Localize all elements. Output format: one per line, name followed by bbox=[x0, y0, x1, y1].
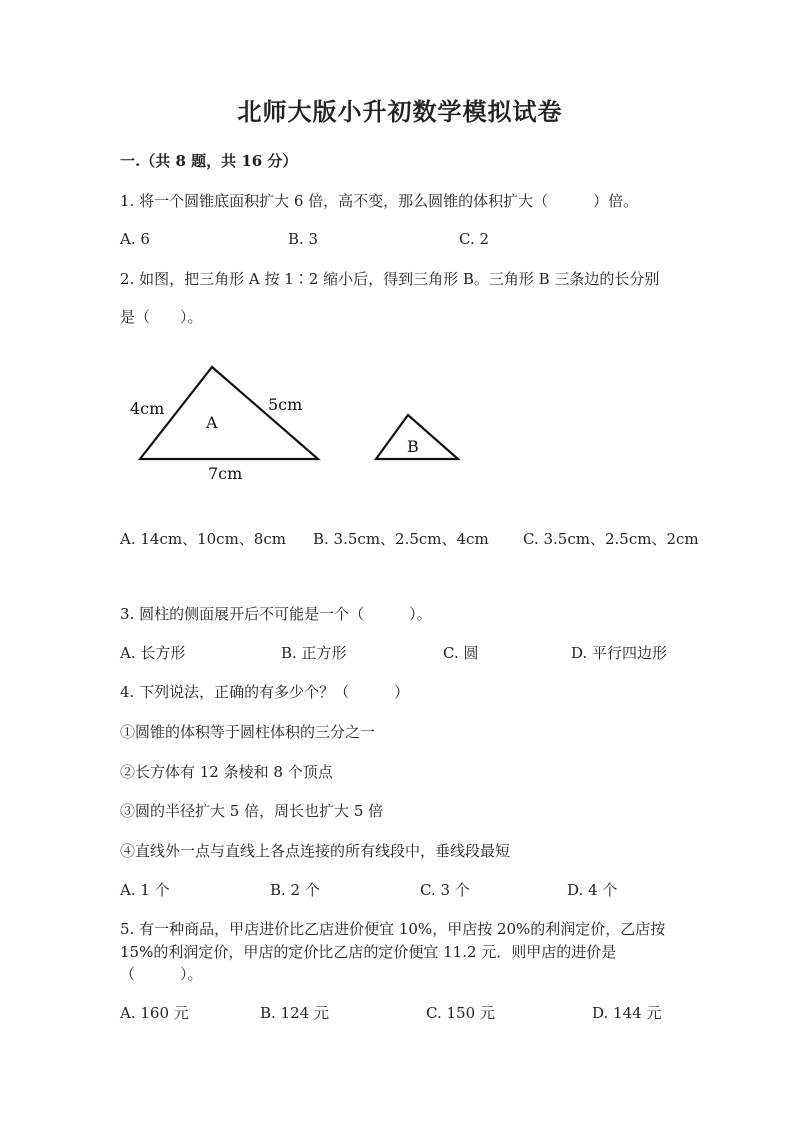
question-4-option-b: B. 2 个 bbox=[270, 881, 320, 899]
question-2-text-line-2: 是（ ）。 bbox=[120, 308, 203, 326]
triangle-a-bottom-side-label: 7cm bbox=[208, 464, 243, 483]
triangle-diagram bbox=[120, 355, 480, 490]
question-4-option-d: D. 4 个 bbox=[567, 881, 618, 899]
triangle-a-right-side-label: 5cm bbox=[268, 395, 303, 414]
question-1-option-c: C. 2 bbox=[459, 230, 490, 248]
question-5-option-b: B. 124 元 bbox=[260, 1004, 329, 1022]
section-heading: 一.（共 8 题，共 16 分） bbox=[120, 152, 298, 170]
page-title: 北师大版小升初数学模拟试卷 bbox=[237, 97, 563, 126]
question-2-option-a: A. 14cm、10cm、8cm bbox=[120, 530, 286, 548]
question-3-option-c: C. 圆 bbox=[443, 644, 479, 662]
question-5-text-line-1: 5. 有一种商品，甲店进价比乙店进价便宜 10%，甲店按 20%的利润定价，乙店按 bbox=[120, 920, 666, 938]
question-5-text-line-2: 15%的利润定价，甲店的定价比乙店的定价便宜 11.2 元．则甲店的进价是 bbox=[120, 943, 617, 961]
question-3-option-b: B. 正方形 bbox=[281, 644, 347, 662]
triangle-figure bbox=[120, 355, 480, 490]
question-4-statement-3: ③圆的半径扩大 5 倍，周长也扩大 5 倍 bbox=[120, 802, 384, 820]
question-5-option-c: C. 150 元 bbox=[426, 1004, 495, 1022]
triangle-a-left-side-label: 4cm bbox=[130, 399, 165, 418]
question-1-text: 1. 将一个圆锥底面积扩大 6 倍，高不变，那么圆锥的体积扩大（ ）倍。 bbox=[120, 192, 639, 210]
question-3-option-d: D. 平行四边形 bbox=[571, 644, 668, 662]
question-2-option-b: B. 3.5cm、2.5cm、4cm bbox=[313, 530, 489, 548]
question-1-option-b: B. 3 bbox=[288, 230, 319, 248]
question-4-text: 4. 下列说法，正确的有多少个？（ ） bbox=[120, 683, 410, 701]
question-4-statement-4: ④直线外一点与直线上各点连接的所有线段中，垂线段最短 bbox=[120, 842, 511, 860]
question-2-text-line-1: 2. 如图，把三角形 A 按 1∶2 缩小后，得到三角形 B。三角形 B 三条边的长分别 bbox=[120, 270, 660, 288]
question-4-option-a: A. 1 个 bbox=[120, 881, 170, 899]
question-5-option-d: D. 144 元 bbox=[592, 1004, 662, 1022]
question-5-text-line-3: （ ）。 bbox=[120, 965, 203, 983]
question-4-option-c: C. 3 个 bbox=[420, 881, 470, 899]
question-4-statement-1: ①圆锥的体积等于圆柱体积的三分之一 bbox=[120, 723, 376, 741]
triangle-a-name-label: A bbox=[206, 413, 218, 432]
question-5-option-a: A. 160 元 bbox=[120, 1004, 189, 1022]
question-3-text: 3. 圆柱的侧面展开后不可能是一个（ ）。 bbox=[120, 605, 432, 623]
triangle-b-name-label: B bbox=[407, 437, 419, 456]
question-2-option-c: C. 3.5cm、2.5cm、2cm bbox=[523, 530, 699, 548]
question-1-option-a: A. 6 bbox=[120, 230, 150, 248]
question-4-statement-2: ②长方体有 12 条棱和 8 个顶点 bbox=[120, 763, 333, 781]
question-3-option-a: A. 长方形 bbox=[120, 644, 186, 662]
